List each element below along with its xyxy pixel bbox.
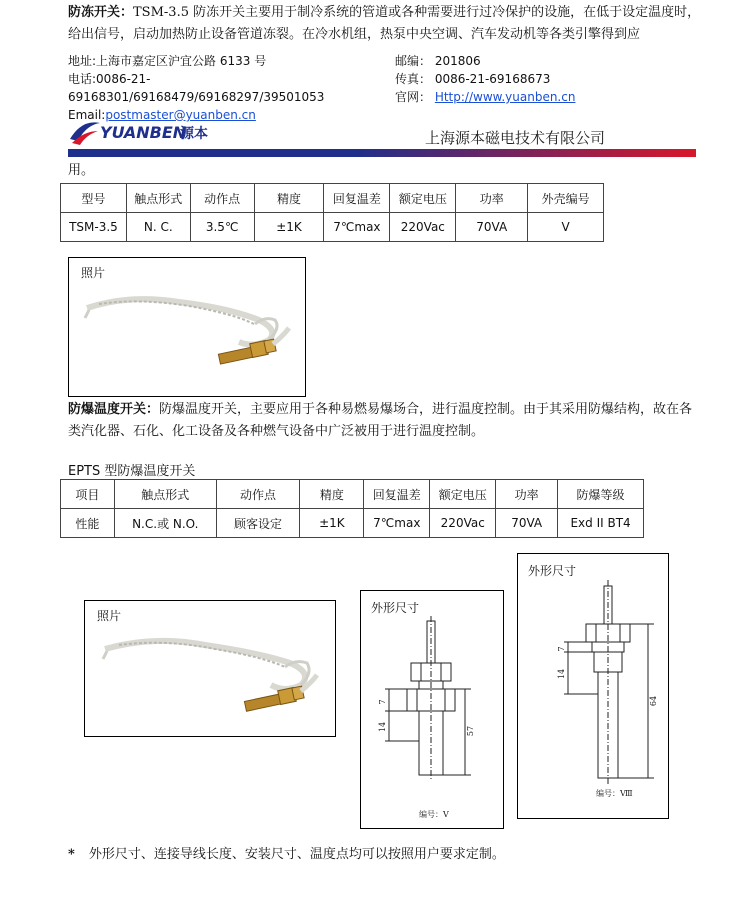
spec-table-epts bbox=[60, 479, 644, 538]
table-cell: 7℃max bbox=[324, 213, 390, 242]
table-cell: N.C.或 N.O. bbox=[114, 509, 216, 538]
dim-57: 57 bbox=[466, 725, 475, 737]
table-cell: TSM-3.5 bbox=[61, 213, 127, 242]
table-header-row bbox=[61, 184, 604, 213]
table-header: 功率 bbox=[456, 184, 528, 213]
dimension-drawing-v bbox=[360, 590, 504, 829]
dim-64: 64 bbox=[649, 695, 658, 707]
table-cell: 70VA bbox=[496, 509, 558, 538]
table-header: 项目 bbox=[61, 480, 115, 509]
footnote-mark: * bbox=[68, 847, 75, 862]
photo-box-tsm bbox=[68, 257, 306, 397]
intro-title: 防冻开关： bbox=[68, 5, 134, 20]
brand-stripe bbox=[68, 149, 696, 157]
dimension-title: 外形尺寸 bbox=[528, 564, 577, 578]
coiled-cable-sensor-icon bbox=[69, 258, 305, 396]
table-cell: 70VA bbox=[456, 213, 528, 242]
photo-caption: 照片 bbox=[97, 609, 122, 623]
table-header: 回复温差 bbox=[364, 480, 430, 509]
drawing-code: 编号：Ⅷ bbox=[596, 789, 633, 798]
dimension-drawing-viii bbox=[517, 553, 669, 819]
table-cell: 220Vac bbox=[430, 509, 496, 538]
table-header: 额定电压 bbox=[390, 184, 456, 213]
table-cell: ±1K bbox=[300, 509, 364, 538]
dim-14: 14 bbox=[378, 721, 387, 733]
logo-cn: 源本 bbox=[180, 126, 208, 142]
explosion-paragraph bbox=[68, 399, 700, 443]
table-header-row bbox=[61, 480, 644, 509]
explosion-title: 防爆温度开关： bbox=[68, 402, 160, 417]
phone: 电话:0086-21-69168301/69168479/69168297/39501053 bbox=[68, 72, 325, 104]
continued-text: 用。 bbox=[68, 163, 95, 178]
photo-caption: 照片 bbox=[81, 266, 106, 280]
contact-right bbox=[395, 52, 655, 106]
table-header: 触点形式 bbox=[126, 184, 190, 213]
dimension-title: 外形尺寸 bbox=[371, 601, 420, 615]
website-link[interactable]: Http://www.yuanben.cn bbox=[434, 90, 576, 104]
dim-7: 7 bbox=[378, 699, 387, 705]
table-cell: 性能 bbox=[61, 509, 115, 538]
dimension-drawing-viii-icon bbox=[518, 554, 668, 818]
spec-table-tsm bbox=[60, 183, 604, 242]
footnote-text: 外形尺寸、连接导线长度、安装尺寸、温度点均可以按照用户要求定制。 bbox=[88, 847, 505, 862]
website-label: 官网： bbox=[395, 90, 435, 104]
postcode: 邮编： 201806 bbox=[395, 54, 481, 68]
logo-text: YUANBEN bbox=[100, 123, 187, 142]
table-header: 回复温差 bbox=[324, 184, 390, 213]
table-header: 精度 bbox=[300, 480, 364, 509]
coiled-cable-sensor-icon bbox=[85, 601, 335, 736]
table-header: 动作点 bbox=[216, 480, 300, 509]
table-row bbox=[61, 509, 644, 538]
email-label: Email: bbox=[68, 108, 106, 122]
swoosh-logo-icon bbox=[68, 117, 102, 147]
explosion-text: 防爆温度开关，主要应用于各种易燃易爆场合，进行温度控制。由于其采用防爆结构，故在各类汽化器、石化、化工设备及各种燃气设备中广泛被用于进行温度控制。 bbox=[68, 402, 693, 439]
table-cell: 7℃max bbox=[364, 509, 430, 538]
table-cell: Exd II BT4 bbox=[558, 509, 644, 538]
intro-text: TSM-3.5 防冻开关主要用于制冷系统的管道或各种需要进行过冷保护的设施，在低于设定温度时，给出信号，启动加热防止设备管道冻裂。在冷水机组，热泵中央空调、汽车发动机等各类引擎得到应 bbox=[68, 5, 701, 42]
table-header: 型号 bbox=[61, 184, 127, 213]
fax: 传真： 0086-21-69168673 bbox=[395, 72, 551, 86]
table-cell: V bbox=[528, 213, 604, 242]
epts-title: EPTS 型防爆温度开关 bbox=[68, 464, 196, 479]
table-header: 动作点 bbox=[190, 184, 254, 213]
photo-box-epts bbox=[84, 600, 336, 737]
drawing-code: 编号：V bbox=[419, 810, 449, 819]
table-header: 触点形式 bbox=[114, 480, 216, 509]
table-header: 外壳编号 bbox=[528, 184, 604, 213]
address: 地址:上海市嘉定区沪宜公路 6133 号 bbox=[68, 54, 267, 68]
footnote bbox=[68, 844, 505, 866]
table-cell: ±1K bbox=[254, 213, 324, 242]
table-header: 防爆等级 bbox=[558, 480, 644, 509]
contact-left bbox=[68, 52, 398, 124]
dimension-drawing-v-icon bbox=[361, 591, 503, 828]
intro-paragraph bbox=[68, 2, 703, 46]
dim-14: 14 bbox=[557, 668, 566, 680]
table-row bbox=[61, 213, 604, 242]
email-link[interactable]: postmaster@yuanben.cn bbox=[105, 108, 256, 122]
table-header: 额定电压 bbox=[430, 480, 496, 509]
dim-7: 7 bbox=[557, 646, 566, 652]
table-header: 功率 bbox=[496, 480, 558, 509]
table-cell: 顾客设定 bbox=[216, 509, 300, 538]
table-cell: 220Vac bbox=[390, 213, 456, 242]
table-header: 精度 bbox=[254, 184, 324, 213]
brand-logo bbox=[68, 115, 228, 149]
company-name: 上海源本磁电技术有限公司 bbox=[425, 129, 606, 147]
table-cell: 3.5℃ bbox=[190, 213, 254, 242]
table-cell: N. C. bbox=[126, 213, 190, 242]
website-row bbox=[395, 88, 655, 106]
